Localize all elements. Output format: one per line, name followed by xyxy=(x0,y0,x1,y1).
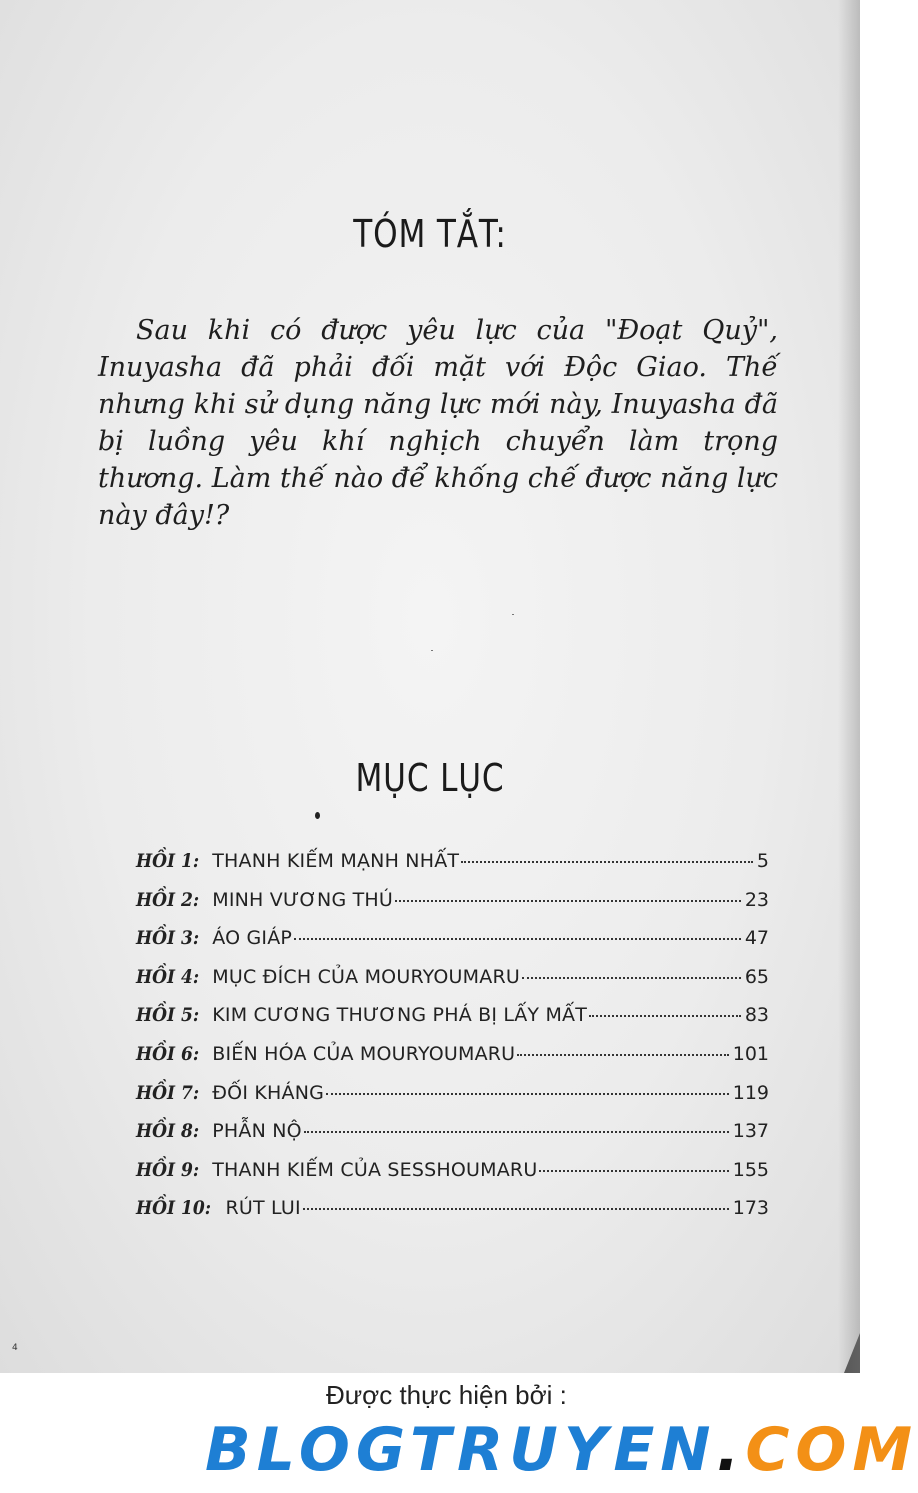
toc-dot-leader xyxy=(539,1170,728,1172)
toc-dot-leader xyxy=(304,1131,729,1133)
toc-entry-title: ÁO GIÁP xyxy=(212,927,293,950)
toc-entry-page: 83 xyxy=(744,1004,769,1027)
brand-logo-dot: . xyxy=(716,1415,746,1485)
toc-entry-page: 155 xyxy=(732,1158,769,1181)
toc-entry-number: HỒI 1: xyxy=(136,850,200,872)
toc-entry-number: HỒI 5: xyxy=(136,1004,200,1027)
toc-entry-page: 23 xyxy=(744,888,769,911)
toc-entry-title: BIẾN HÓA CỦA MOURYOUMARU xyxy=(212,1042,516,1065)
toc-entry[interactable] xyxy=(136,966,769,1005)
page-curl xyxy=(844,1333,860,1373)
toc-entry-number: HỒI 10: xyxy=(136,1197,212,1220)
toc-entry[interactable] xyxy=(136,850,769,889)
toc-entry-number: HỒI 2: xyxy=(136,888,200,911)
brand-logo[interactable] xyxy=(205,1415,918,1485)
toc-entry-number: HỒI 3: xyxy=(136,927,200,950)
dust-speck xyxy=(512,614,514,615)
toc-entry[interactable] xyxy=(136,1159,769,1198)
summary-title: TÓM TẮT: xyxy=(353,212,507,256)
brand-logo-part: BLOGTRUYEN xyxy=(205,1415,717,1485)
toc-entry-title: ĐỐI KHÁNG xyxy=(212,1081,325,1104)
toc-entry[interactable] xyxy=(136,1197,769,1236)
toc-entry-page: 137 xyxy=(732,1120,769,1143)
toc-entry-page: 119 xyxy=(732,1081,769,1104)
toc-dot-leader xyxy=(395,900,741,902)
toc-entry-page: 5 xyxy=(756,850,769,872)
toc-dot-leader xyxy=(303,1208,729,1210)
toc-entry-page: 101 xyxy=(732,1042,769,1065)
toc-entry-number: HỒI 6: xyxy=(136,1042,200,1065)
toc-entry-title: PHẪN NỘ xyxy=(212,1120,302,1143)
toc-entry-title: KIM CƯƠNG THƯƠNG PHÁ BỊ LẤY MẤT xyxy=(212,1004,588,1027)
toc-entry[interactable] xyxy=(136,1082,769,1121)
toc-entry-number: HỒI 7: xyxy=(136,1081,200,1104)
toc-title: MỤC LỤC xyxy=(355,756,505,800)
ink-dot xyxy=(315,812,320,819)
brand-logo-part: COM xyxy=(745,1415,918,1485)
toc-entry[interactable] xyxy=(136,1004,769,1043)
toc-entry-number: HỒI 4: xyxy=(136,965,200,988)
toc-dot-leader xyxy=(517,1054,728,1056)
toc-entry-number: HỒI 8: xyxy=(136,1120,200,1143)
toc-entry[interactable] xyxy=(136,1043,769,1082)
table-of-contents xyxy=(136,850,769,1236)
toc-entry[interactable] xyxy=(136,1120,769,1159)
credit-text: Được thực hiện bởi : xyxy=(326,1380,567,1410)
toc-entry-title: MỤC ĐÍCH CỦA MOURYOUMARU xyxy=(212,965,520,988)
toc-dot-leader xyxy=(522,977,741,979)
summary-text: Sau khi có được yêu lực của "Đoạt Quỷ", Inuyasha đã phải đối mặt với Độc Giao. Thế nhưng khi sử dụng năng lực mới này, Inuyasha đã bị luồng yêu khí nghịch chuyển làm trọng thương. Làm thế nào để khống chế được năng lực này đây!? xyxy=(98,315,778,531)
toc-entry-number: HỒI 9: xyxy=(136,1158,200,1181)
toc-dot-leader xyxy=(461,861,753,863)
toc-entry-page: 47 xyxy=(744,927,769,950)
toc-entry-title: RÚT LUI xyxy=(225,1197,301,1220)
page-number: 4 xyxy=(12,1343,18,1353)
toc-entry[interactable] xyxy=(136,927,769,966)
toc-entry-title: MINH VƯƠNG THÚ xyxy=(212,888,394,911)
toc-entry-title: THANH KIẾM CỦA SESSHOUMARU xyxy=(212,1158,538,1181)
toc-entry-page: 173 xyxy=(732,1197,769,1220)
toc-dot-leader xyxy=(294,938,741,940)
toc-dot-leader xyxy=(326,1093,729,1095)
credit-banner xyxy=(0,1373,918,1493)
toc-dot-leader xyxy=(589,1015,741,1017)
toc-entry-title: THANH KIẾM MẠNH NHẤT xyxy=(212,850,460,872)
dust-speck xyxy=(431,650,433,651)
toc-entry-page: 65 xyxy=(744,965,769,988)
toc-entry[interactable] xyxy=(136,889,769,928)
